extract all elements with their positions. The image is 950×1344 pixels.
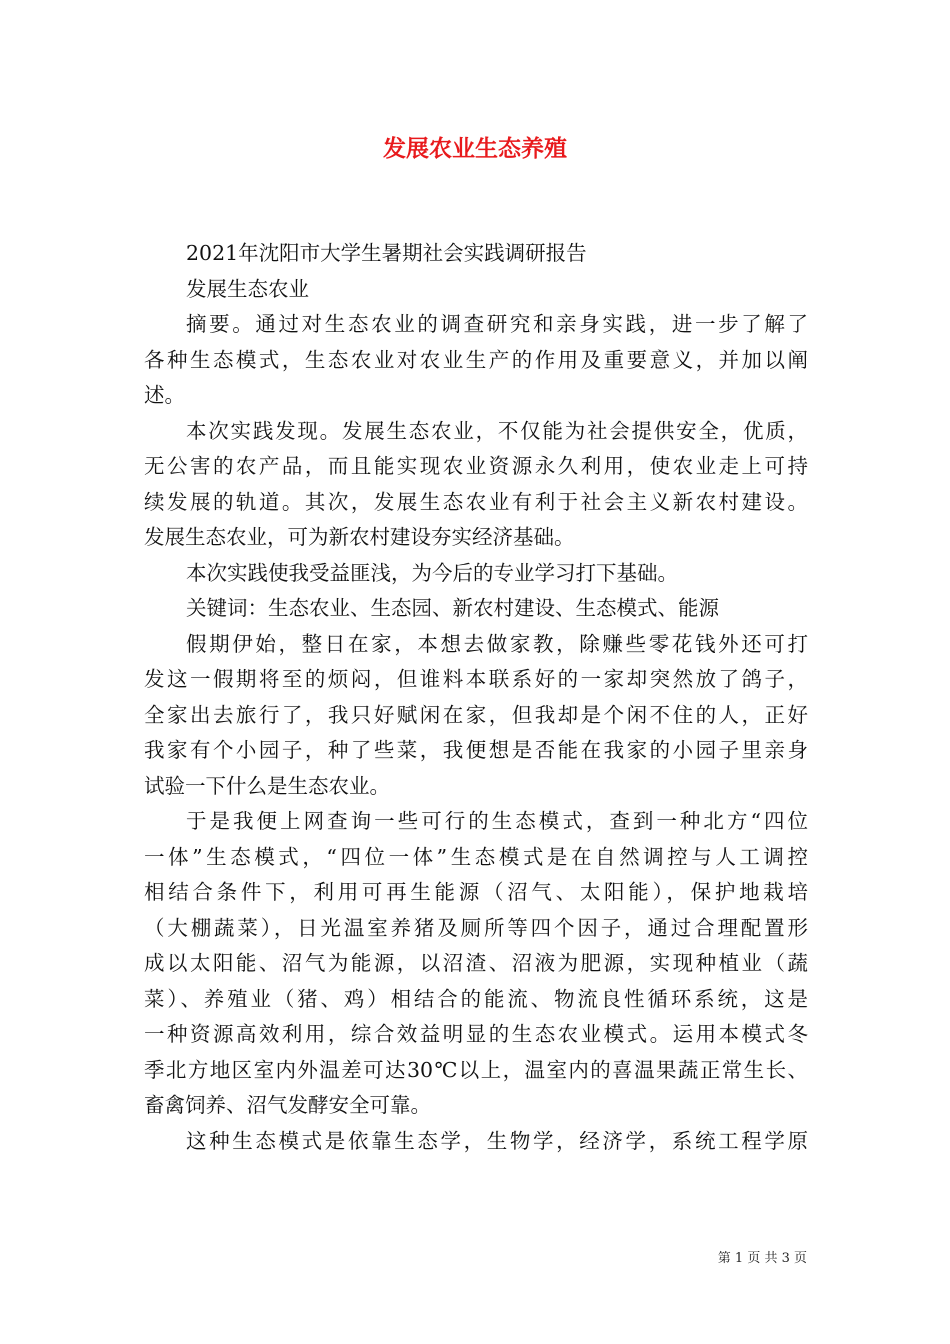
body-line: 菜）、养殖业（猪、鸡）相结合的能流、物流良性循环系统，这是 [144,986,808,1011]
body-line: 畜禽饲养、沼气发酵安全可靠。 [144,1093,431,1117]
body-line: 摘要。通过对生态农业的调查研究和亲身实践，进一步了解了 [186,312,808,336]
body-line: 续发展的轨道。其次，发展生态农业有利于社会主义新农村建设。 [144,489,808,514]
body-line: 季北方地区室内外温差可达30℃以上，温室内的喜温果蔬正常生长、 [144,1057,808,1082]
body-line: 发展生态农业，可为新农村建设夯实经济基础。 [144,525,575,549]
document-title: 发展农业生态养殖 [383,135,567,162]
body-line: 发这一假期将至的烦闷，但谁料本联系好的一家却突然放了鸽子， [144,667,808,691]
body-line: （大棚蔬菜），日光温室养猪及厕所等四个因子，通过合理配置形 [144,915,808,940]
body-line: 无公害的农产品，而且能实现农业资源永久利用，使农业走上可持 [144,454,808,478]
body-line: 发展生态农业 [186,276,309,301]
body-line: 成以太阳能、沼气为能源，以沼渣、沼液为肥源，实现种植业（蔬 [144,951,808,975]
body-line: 本次实践发现。发展生态农业，不仅能为社会提供安全，优质， [186,418,808,443]
body-line: 各种生态模式，生态农业对农业生产的作用及重要意义，并加以阐 [144,347,808,372]
body-line: 假期伊始，整日在家，本想去做家教，除赚些零花钱外还可打 [186,631,808,656]
body-line: 关键词：生态农业、生态园、新农村建设、生态模式、能源 [186,596,719,620]
body-line: 本次实践使我受益匪浅，为今后的专业学习打下基础。 [186,560,678,585]
body-line: 试验一下什么是生态农业。 [144,773,390,798]
body-line: 述。 [144,383,185,407]
document-body [144,236,808,1159]
body-line: 相结合条件下，利用可再生能源（沼气、太阳能），保护地栽培 [144,880,808,904]
body-line: 一种资源高效利用，综合效益明显的生态农业模式。运用本模式冬 [144,1022,808,1046]
body-line: 2021年沈阳市大学生暑期社会实践调研报告 [186,241,587,265]
page-number-footer: 第 1 页 共 3 页 [717,1251,807,1266]
body-line: 于是我便上网查询一些可行的生态模式，查到一种北方“四位 [186,809,808,833]
body-line: 我家有个小园子，种了些菜，我便想是否能在我家的小园子里亲身 [144,738,808,762]
body-line: 这种生态模式是依靠生态学，生物学，经济学，系统工程学原 [186,1128,808,1153]
body-line: 全家出去旅行了，我只好赋闲在家，但我却是个闲不住的人，正好 [144,702,808,727]
body-line: 一体”生态模式，“四位一体”生态模式是在自然调控与人工调控 [144,844,808,869]
